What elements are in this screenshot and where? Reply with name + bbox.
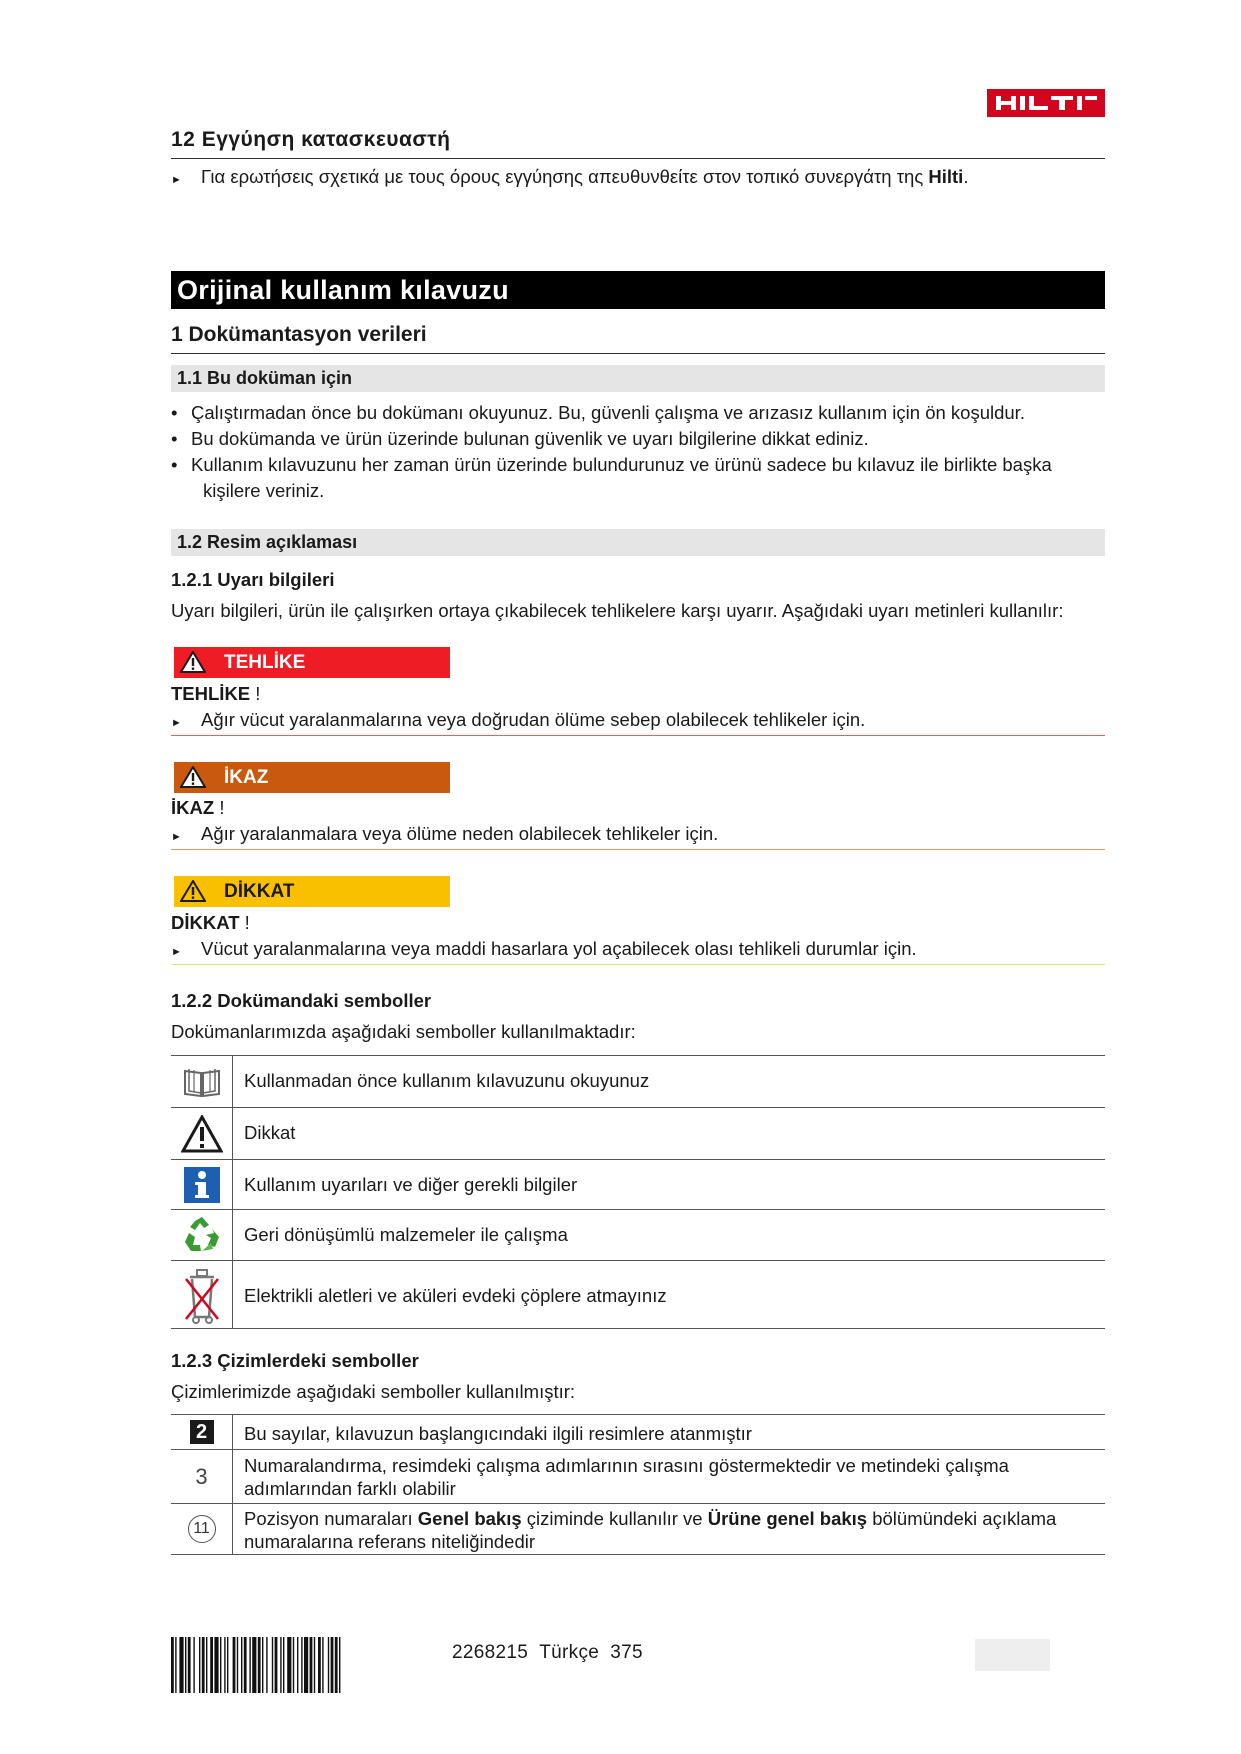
barcode-bar	[335, 1637, 338, 1693]
table-row	[171, 1209, 1105, 1260]
figure-number-icon: 2	[190, 1420, 214, 1444]
section-1-heading: 1 Dokümantasyon verileri	[171, 323, 1105, 354]
barcode-bar	[275, 1637, 278, 1693]
info-icon	[183, 1166, 221, 1204]
barcode-bar	[171, 1637, 174, 1693]
barcode-bar	[241, 1637, 242, 1693]
danger-signal-text: ► Ağır vücut yaralanmalarına veya doğrudan ölüme sebep olabilecek tehlikeler için.	[171, 709, 866, 730]
caution-divider	[171, 964, 1105, 965]
barcode-bar	[237, 1637, 238, 1693]
step-number-icon: 3	[195, 1463, 208, 1489]
table-row	[171, 1260, 1105, 1329]
barcode-bar	[224, 1637, 225, 1693]
list-item-continuation: kişilere veriniz.	[203, 480, 325, 501]
footer-page-info: 2268215 Türkçe 375	[452, 1642, 643, 1663]
symbol-description: Numaralandırma, resimdeki çalışma adımlarının sırasını göstermektedir ve metindeki çalışma adımlarından farklı olabilir	[244, 1455, 1009, 1499]
table-row	[171, 1055, 1105, 1107]
symbol-description: Geri dönüşümlü malzemeler ile çalışma	[244, 1224, 568, 1245]
section-1-1-heading: 1.1 Bu doküman için	[171, 365, 1105, 392]
caution-signal-text: ► Vücut yaralanmalarına veya maddi hasarlara yol açabilecek olası tehlikeli durumlar için.	[171, 938, 917, 959]
section-1-2-heading: 1.2 Resim açıklaması	[171, 529, 1105, 556]
symbol-description: Kullanım uyarıları ve diğer gerekli bilgiler	[244, 1174, 578, 1195]
barcode-bar	[258, 1637, 261, 1693]
barcode-bar	[185, 1637, 186, 1693]
barcode-bar	[266, 1637, 267, 1693]
barcode-bar	[322, 1637, 323, 1693]
danger-signal-word: TEHLİKE !	[171, 683, 261, 704]
symbols-intro: Dokümanlarımızda aşağıdaki semboller kullanılmaktadır:	[171, 1021, 636, 1042]
barcode-bar	[193, 1637, 194, 1693]
symbol-description: Pozisyon numaraları Genel bakış çiziminde kullanılır ve Ürüne genel bakış bölümündeki açıklama numaralarına referans niteliğindedir	[244, 1508, 1057, 1552]
warning-triangle-icon	[180, 766, 206, 788]
warning-triangle-icon	[180, 880, 206, 902]
barcode-bar	[252, 1637, 256, 1693]
section-1-2-1-heading: 1.2.1 Uyarı bilgileri	[171, 569, 335, 590]
warning-signal-text: ► Ağır yaralanmalara veya ölüme neden olabilecek tehlikeler için.	[171, 823, 719, 844]
barcode-bar	[339, 1637, 340, 1693]
barcode-bar	[227, 1637, 228, 1693]
barcode-bar	[304, 1637, 308, 1693]
barcode-bar	[262, 1637, 263, 1693]
caution-signal-banner: DİKKAT	[174, 876, 450, 907]
barcode-bar	[328, 1637, 329, 1693]
barcode-bar	[272, 1637, 273, 1693]
barcode-bar	[280, 1637, 281, 1693]
barcode-bar	[233, 1637, 236, 1693]
bullet-arrow-icon: ►	[171, 174, 182, 186]
symbol-description: Dikkat	[244, 1122, 296, 1143]
barcode-bar	[310, 1637, 313, 1693]
table-row	[171, 1503, 1105, 1555]
barcode-bar	[179, 1637, 183, 1693]
barcode-bar	[199, 1637, 200, 1693]
crossed-bin-icon	[182, 1265, 222, 1325]
table-row	[171, 1159, 1105, 1209]
barcode-bar	[318, 1637, 321, 1693]
position-number-icon: 11	[188, 1515, 216, 1543]
warning-signal-banner: İKAZ	[174, 762, 450, 793]
drawing-symbols-intro: Çizimlerimizde aşağıdaki semboller kullanılmıştır:	[171, 1381, 576, 1402]
list-item: • Kullanım kılavuzunu her zaman ürün üzerinde bulundurunuz ve ürünü sadece bu kılavuz ile birlikte başka	[171, 454, 1052, 475]
barcode-graphic	[171, 1637, 427, 1693]
list-item: • Bu dokümanda ve ürün üzerinde bulunan güvenlik ve uyarı bilgilerine dikkat ediniz.	[171, 428, 869, 449]
warranty-heading: 12 Εγγύηση κατασκευαστή	[171, 128, 1105, 159]
list-item: • Çalıştırmadan önce bu dokümanı okuyunuz. Bu, güvenli çalışma ve arızasız kullanım için ön koşuldur.	[171, 402, 1025, 423]
symbol-description: Bu sayılar, kılavuzun başlangıcındaki ilgili resimlere atanmıştır	[244, 1423, 752, 1444]
manual-title: Orijinal kullanım kılavuzu	[171, 271, 1105, 309]
symbol-description: Elektrikli aletleri ve aküleri evdeki çöplere atmayınız	[244, 1285, 667, 1306]
barcode-bar	[331, 1637, 334, 1693]
barcode-bar	[297, 1637, 298, 1693]
table-row	[171, 1107, 1105, 1159]
caution-signal-word: DİKKAT !	[171, 912, 250, 933]
barcode-bar	[220, 1637, 221, 1693]
warranty-text: ► Για ερωτήσεις σχετικά με τους όρους εγγύησης απευθυνθείτε στον τοπικό συνεργάτη της Hilti.	[171, 164, 968, 193]
hilti-logo-mark	[989, 91, 1103, 115]
barcode-bar	[287, 1637, 291, 1693]
warning-triangle-icon	[181, 1115, 223, 1153]
barcode-bar	[202, 1637, 205, 1693]
warning-triangle-icon	[180, 651, 206, 673]
table-row	[171, 1414, 1105, 1449]
barcode-bar	[293, 1637, 294, 1693]
warning-signal-word: İKAZ !	[171, 797, 225, 818]
hilti-logo	[987, 89, 1105, 117]
barcode	[171, 1637, 427, 1693]
warning-intro: Uyarı bilgileri, ürün ile çalışırken ortaya çıkabilecek tehlikelere karşı uyarır. Aşağıdaki uyarı metinleri kullanılır:	[171, 600, 1064, 621]
section-1-2-3-heading: 1.2.3 Çizimlerdeki semboller	[171, 1350, 419, 1371]
page-marker	[975, 1639, 1050, 1671]
barcode-bar	[301, 1637, 302, 1693]
barcode-bar	[188, 1637, 191, 1693]
barcode-bar	[249, 1637, 250, 1693]
barcode-bar	[283, 1637, 284, 1693]
barcode-bar	[175, 1637, 176, 1693]
section-1-2-2-heading: 1.2.2 Dokümandaki semboller	[171, 990, 432, 1011]
barcode-bar	[314, 1637, 315, 1693]
warning-divider	[171, 849, 1105, 850]
recycle-icon	[181, 1215, 223, 1255]
barcode-bar	[206, 1637, 207, 1693]
barcode-bar	[214, 1637, 218, 1693]
danger-divider	[171, 735, 1105, 736]
symbol-description: Kullanmadan önce kullanım kılavuzunu okuyunuz	[244, 1070, 650, 1091]
barcode-bar	[244, 1637, 247, 1693]
book-icon	[182, 1066, 222, 1098]
table-row	[171, 1449, 1105, 1503]
danger-signal-banner: TEHLİKE	[174, 647, 450, 678]
barcode-bar	[210, 1637, 213, 1693]
